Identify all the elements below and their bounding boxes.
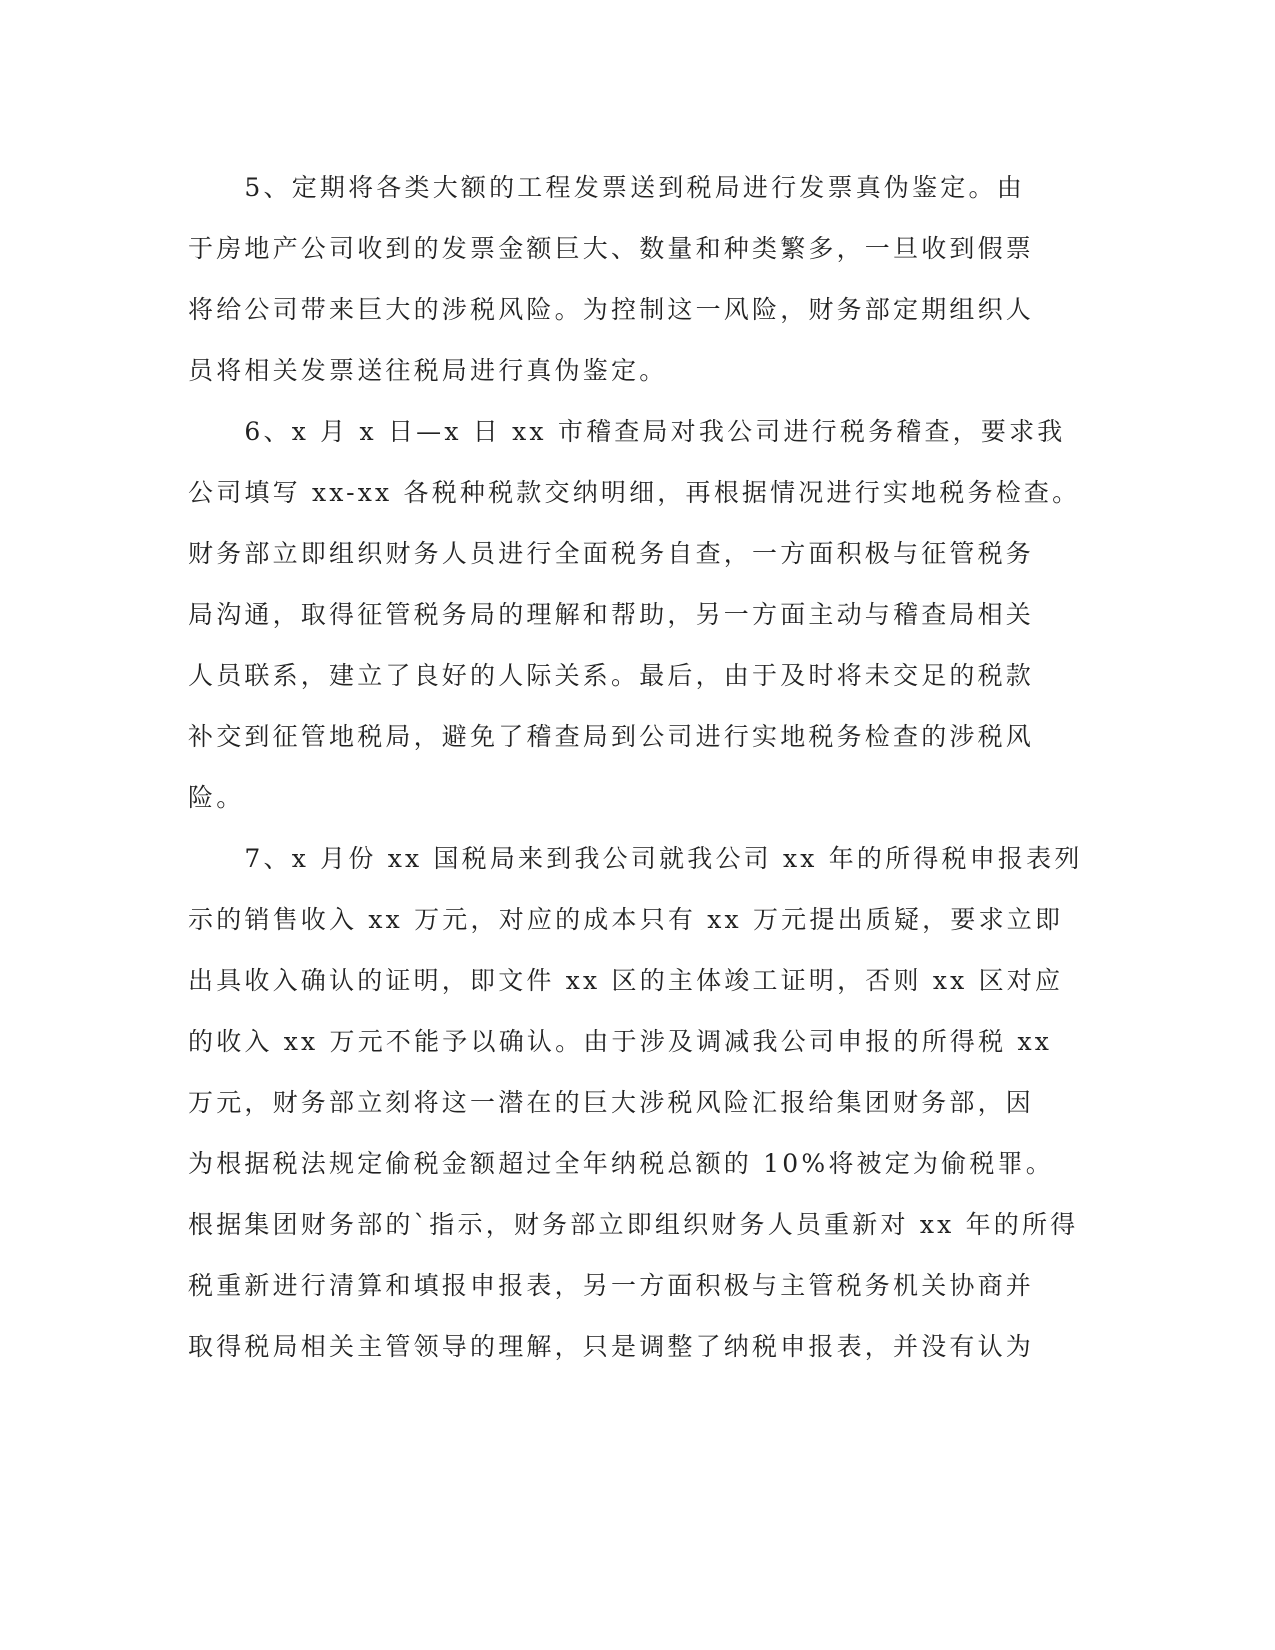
text-line: 员将相关发票送往税局进行真伪鉴定。: [188, 356, 668, 385]
paragraph-5: [188, 157, 1088, 401]
text-line: 险。: [188, 783, 245, 812]
text-line: 示的销售收入 xx 万元，对应的成本只有 xx 万元提出质疑，要求立即: [188, 905, 1064, 934]
text-line: 补交到征管地税局，避免了稽查局到公司进行实地税务检查的涉税风: [188, 722, 1035, 751]
text-line: 于房地产公司收到的发票金额巨大、数量和种类繁多，一旦收到假票: [188, 234, 1035, 263]
text-line: 万元，财务部立刻将这一潜在的巨大涉税风险汇报给集团财务部，因: [188, 1088, 1035, 1117]
text-line: 将给公司带来巨大的涉税风险。为控制这一风险，财务部定期组织人: [188, 295, 1035, 324]
text-line: 5、定期将各类大额的工程发票送到税局进行发票真伪鉴定。由: [188, 173, 1025, 202]
text-line: 6、x 月 x 日—x 日 xx 市稽查局对我公司进行税务稽查，要求我: [188, 417, 1066, 446]
text-line: 财务部立即组织财务人员进行全面税务自查，一方面积极与征管税务: [188, 539, 1035, 568]
text-line: 的收入 xx 万元不能予以确认。由于涉及调减我公司申报的所得税 xx: [188, 1027, 1053, 1056]
text-line: 税重新进行清算和填报申报表，另一方面积极与主管税务机关协商并: [188, 1271, 1035, 1300]
text-line: 取得税局相关主管领导的理解，只是调整了纳税申报表，并没有认为: [188, 1332, 1035, 1361]
body-text: [188, 157, 1088, 1377]
text-line: 局沟通，取得征管税务局的理解和帮助，另一方面主动与稽查局相关: [188, 600, 1035, 629]
paragraph-6: [188, 401, 1088, 828]
paragraph-7: [188, 828, 1088, 1377]
text-line: 根据集团财务部的`指示，财务部立即组织财务人员重新对 xx 年的所得: [188, 1210, 1079, 1239]
text-line: 人员联系，建立了良好的人际关系。最后，由于及时将未交足的税款: [188, 661, 1035, 690]
text-line: 出具收入确认的证明，即文件 xx 区的主体竣工证明，否则 xx 区对应: [188, 966, 1064, 995]
text-line: 为根据税法规定偷税金额超过全年纳税总额的 10%将被定为偷税罪。: [188, 1149, 1054, 1178]
text-line: 7、x 月份 xx 国税局来到我公司就我公司 xx 年的所得税申报表列: [188, 844, 1083, 873]
text-line: 公司填写 xx-xx 各税种税款交纳明细，再根据情况进行实地税务检查。: [188, 478, 1081, 507]
